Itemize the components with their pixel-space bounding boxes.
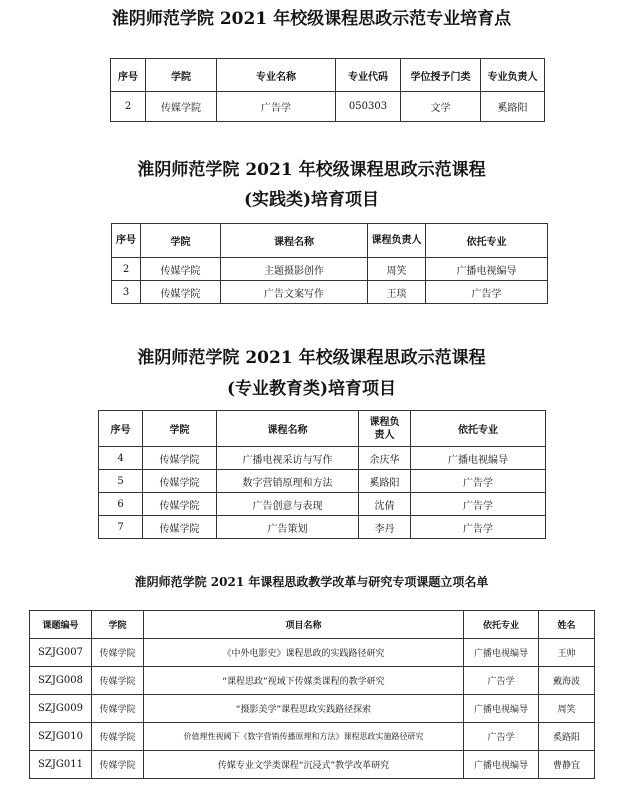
row-person: 王帅 xyxy=(539,639,595,667)
row-lead: 李丹 xyxy=(359,516,411,539)
header-cell: 项目名称 xyxy=(144,611,464,639)
row-id: SZJG010 xyxy=(30,723,92,751)
row-course: 广告策划 xyxy=(217,516,359,539)
table-row xyxy=(99,493,546,516)
section2-title-line1: 淮阴师范学院 2021 年校级课程思政示范课程 xyxy=(137,160,486,180)
row-major: 广播电视编导 xyxy=(464,695,539,723)
row-person: 周笑 xyxy=(539,695,595,723)
row-index: 2 xyxy=(111,92,146,122)
row-course: 广告文案写作 xyxy=(221,281,368,304)
table-row xyxy=(99,447,546,470)
row-project: “课程思政”视域下传媒类课程的教学研究 xyxy=(144,667,464,695)
row-code: 050303 xyxy=(336,92,401,122)
header-cell: 课题编号 xyxy=(30,611,92,639)
row-index: 2 xyxy=(112,258,141,281)
row-college: 传媒学院 xyxy=(92,639,144,667)
row-college: 传媒学院 xyxy=(143,470,217,493)
header-cell: 专业代码 xyxy=(336,59,401,92)
row-index: 4 xyxy=(99,447,143,470)
section3-title-line2: (专业教育类)培育项目 xyxy=(226,379,397,399)
header-cell: 依托专业 xyxy=(426,224,548,258)
header-cell: 专业名称 xyxy=(217,59,336,92)
header-cell: 序号 xyxy=(111,59,146,92)
professional-course-table xyxy=(98,410,546,539)
header-cell: 课程名称 xyxy=(217,411,359,447)
row-major: 广播电视编导 xyxy=(411,447,546,470)
table-row xyxy=(30,667,595,695)
row-major: 广告学 xyxy=(464,667,539,695)
row-lead: 王琰 xyxy=(368,281,426,304)
row-major: 广告学 xyxy=(411,493,546,516)
header-cell: 学院 xyxy=(146,59,217,92)
row-college: 传媒学院 xyxy=(92,667,144,695)
row-person: 曹静宜 xyxy=(539,751,595,779)
row-major: 广告学 xyxy=(217,92,336,122)
row-degree: 文学 xyxy=(401,92,481,122)
row-course: 主题摄影创作 xyxy=(221,258,368,281)
practice-course-table xyxy=(111,223,548,304)
header-cell: 依托专业 xyxy=(464,611,539,639)
research-project-table xyxy=(29,610,595,779)
row-college: 传媒学院 xyxy=(141,281,221,304)
row-college: 传媒学院 xyxy=(143,516,217,539)
row-major: 广播电视编导 xyxy=(426,258,548,281)
row-id: SZJG009 xyxy=(30,695,92,723)
table-header-row xyxy=(30,611,595,639)
table-row xyxy=(99,516,546,539)
row-major: 广播电视编导 xyxy=(464,751,539,779)
row-major: 广告学 xyxy=(426,281,548,304)
header-cell: 姓名 xyxy=(539,611,595,639)
row-lead: 奚路阳 xyxy=(481,92,545,122)
header-cell: 课程负责人 xyxy=(359,411,411,447)
row-person: 奚路阳 xyxy=(539,723,595,751)
row-major: 广播电视编导 xyxy=(464,639,539,667)
row-college: 传媒学院 xyxy=(92,751,144,779)
header-cell: 序号 xyxy=(99,411,143,447)
row-person: 戴海波 xyxy=(539,667,595,695)
row-course: 数字营销原理和方法 xyxy=(217,470,359,493)
row-id: SZJG007 xyxy=(30,639,92,667)
major-table xyxy=(110,58,545,122)
row-lead: 沈倩 xyxy=(359,493,411,516)
row-college: 传媒学院 xyxy=(92,723,144,751)
row-major: 广告学 xyxy=(411,516,546,539)
table-row xyxy=(30,723,595,751)
row-major: 广告学 xyxy=(411,470,546,493)
row-course: 广告创意与表现 xyxy=(217,493,359,516)
row-lead: 奚路阳 xyxy=(359,470,411,493)
header-cell: 依托专业 xyxy=(411,411,546,447)
row-college: 传媒学院 xyxy=(143,447,217,470)
row-project: “摄影美学”课程思政实践路径探索 xyxy=(144,695,464,723)
table-header-row xyxy=(112,224,548,258)
row-index: 7 xyxy=(99,516,143,539)
table-header-row xyxy=(111,59,545,92)
section1-title: 淮阴师范学院 2021 年校级课程思政示范专业培育点 xyxy=(111,9,512,29)
row-index: 3 xyxy=(112,281,141,304)
header-cell: 学位授予门类 xyxy=(401,59,481,92)
row-course: 广播电视采访与写作 xyxy=(217,447,359,470)
header-cell: 专业负责人 xyxy=(481,59,545,92)
row-college: 传媒学院 xyxy=(141,258,221,281)
row-index: 5 xyxy=(99,470,143,493)
header-cell: 学院 xyxy=(143,411,217,447)
row-index: 6 xyxy=(99,493,143,516)
section3-title-line1: 淮阴师范学院 2021 年校级课程思政示范课程 xyxy=(137,348,486,368)
header-cell: 学院 xyxy=(92,611,144,639)
row-project: 价值理性视阈下《数字营销传播原理和方法》课程思政实施路径研究 xyxy=(144,723,464,751)
row-major: 广告学 xyxy=(464,723,539,751)
row-id: SZJG008 xyxy=(30,667,92,695)
table-row xyxy=(112,258,548,281)
row-college: 传媒学院 xyxy=(143,493,217,516)
table-header-row xyxy=(99,411,546,447)
table-row xyxy=(112,281,548,304)
table-row xyxy=(111,92,545,122)
header-cell: 课程负责人 xyxy=(368,224,426,258)
row-lead: 余庆华 xyxy=(359,447,411,470)
table-row xyxy=(30,751,595,779)
row-id: SZJG011 xyxy=(30,751,92,779)
row-project: 《中外电影史》课程思政的实践路径研究 xyxy=(144,639,464,667)
table-row xyxy=(30,695,595,723)
header-cell: 课程名称 xyxy=(221,224,368,258)
section4-title: 淮阴师范学院 2021 年课程思政教学改革与研究专项课题立项名单 xyxy=(134,575,489,589)
table-row xyxy=(99,470,546,493)
row-college: 传媒学院 xyxy=(92,695,144,723)
section2-title-line2: (实践类)培育项目 xyxy=(243,190,380,210)
header-cell: 学院 xyxy=(141,224,221,258)
row-college: 传媒学院 xyxy=(146,92,217,122)
header-cell: 序号 xyxy=(112,224,141,258)
row-lead: 周笑 xyxy=(368,258,426,281)
table-row xyxy=(30,639,595,667)
row-project: 传媒专业文学类课程“沉浸式”教学改革研究 xyxy=(144,751,464,779)
